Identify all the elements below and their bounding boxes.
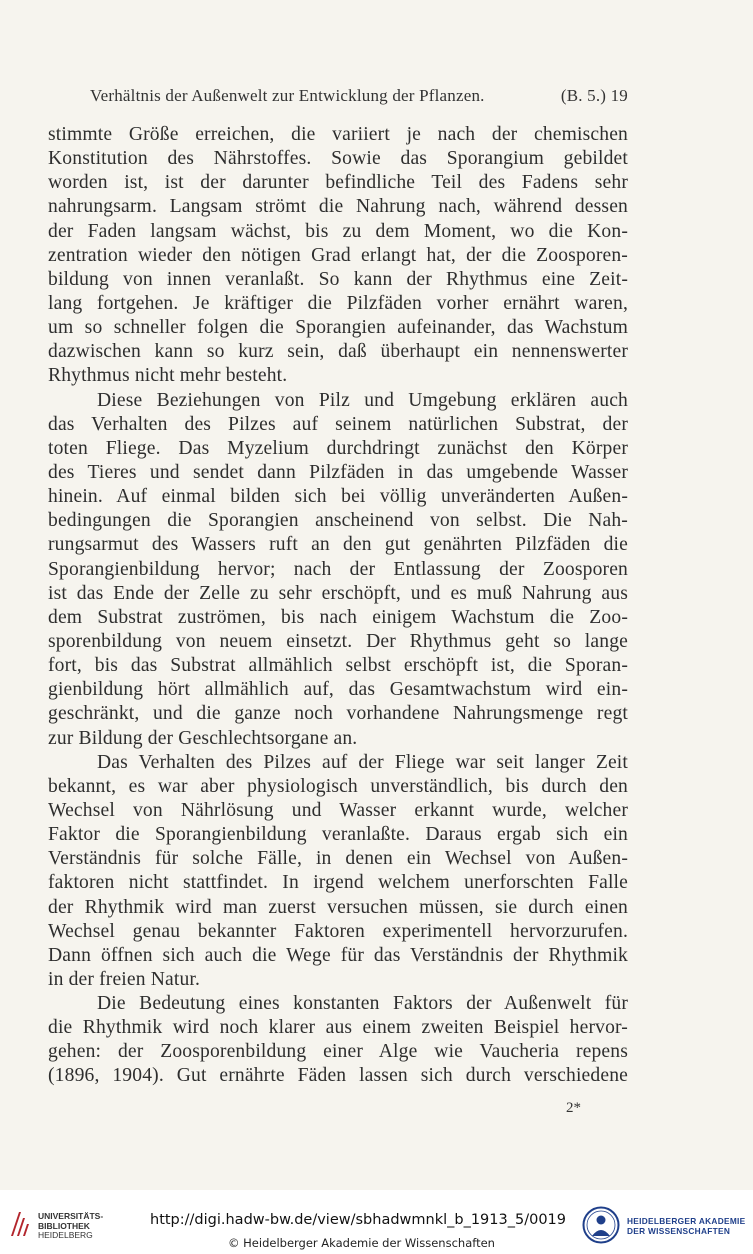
text-line: Dann öffnen sich auch die Wege für das Verständnis der Rhythmik [48, 944, 628, 966]
academy-seal-icon[interactable] [582, 1206, 620, 1244]
academy-line-2: DER WISSENSCHAFTEN [627, 1226, 731, 1236]
academy-name [627, 1216, 745, 1236]
text-line: nahrungsarm. Langsam strömt die Nahrung nach, während dessen [48, 196, 628, 218]
text-line: gehen: der Zoosporenbildung einer Alge wie Vaucheria repens [48, 1041, 628, 1063]
text-line: in der freien Natur. [48, 968, 201, 990]
text-line: stimmte Größe erreichen, die variiert je nach der chemischen [48, 124, 628, 145]
text-line: toten Fliege. Das Myzelium durchdringt zunächst den Körper [48, 437, 628, 459]
university-library-logo-icon[interactable] [8, 1208, 32, 1238]
text-line: gienbildung hört allmählich auf, das Gesamtwachstum wird ein- [48, 679, 628, 701]
signature-mark: 2* [566, 1100, 581, 1116]
university-library-name [38, 1212, 103, 1241]
text-line: bedingungen die Sporangien anscheinend von selbst. Die Nah- [48, 510, 628, 532]
text-line: der Rhythmik wird man zuerst versuchen müssen, sie durch einen [48, 896, 628, 918]
text-line: ist das Ende der Zelle zu sehr erschöpft, und es muß Nahrung aus [48, 582, 628, 604]
text-line: der Faden langsam wächst, bis zu dem Moment, wo die Kon- [48, 220, 628, 242]
header-title: Verhältnis der Außenwelt zur Entwicklung der Pflanzen. [90, 86, 485, 105]
text-line: worden ist, ist der darunter befindliche Teil des Fadens sehr [48, 172, 628, 194]
text-line: Das Verhalten des Pilzes auf der Fliege war seit langer Zeit [97, 751, 628, 773]
text-line: sporenbildung von neuem einsetzt. Der Rhythmus geht so lange [48, 630, 628, 652]
ub-line-2: BIBLIOTHEK [38, 1220, 90, 1231]
running-header [90, 86, 628, 106]
copyright-notice: © Heidelberger Akademie der Wissenschaften [228, 1236, 495, 1250]
ub-line-3: HEIDELBERG [38, 1230, 93, 1240]
text-line: lang fortgehen. Je kräftiger die Pilzfäden vorher ernährt waren, [48, 292, 628, 314]
text-line: dem Substrat zuströmen, bis nach einigem Wachstum die Zoo- [48, 606, 628, 628]
text-line: dazwischen kann so kurz sein, daß überhaupt ein nennenswerter [48, 341, 628, 363]
text-line: fort, bis das Substrat allmählich selbst erschöpft ist, die Sporan- [48, 655, 628, 677]
text-line: zur Bildung der Geschlechtsorgane an. [48, 727, 358, 749]
body-text [48, 123, 628, 1089]
text-line: geschränkt, und die ganze noch vorhandene Nahrungsmenge regt [48, 703, 628, 725]
text-line: Rhythmus nicht mehr besteht. [48, 365, 288, 387]
text-line: Die Bedeutung eines konstanten Faktors der Außenwelt für [97, 993, 628, 1015]
text-line: zentration wieder den nötigen Grad erlangt hat, der die Zoosporen- [48, 244, 628, 266]
academy-line-1: HEIDELBERGER AKADEMIE [627, 1216, 746, 1226]
text-line: Wechsel von Nährlösung und Wasser erkannt wurde, welcher [48, 799, 628, 821]
text-line: faktoren nicht stattfindet. In irgend welchem unerforschten Falle [48, 872, 628, 894]
text-line: Sporangienbildung hervor; nach der Entlassung der Zoosporen [48, 558, 628, 580]
text-line: rungsarmut des Wassers ruft an den gut genährten Pilzfäden die [48, 534, 628, 556]
text-line: das Verhalten des Pilzes auf seinem natürlichen Substrat, der [48, 413, 628, 435]
text-line: bekannt, es war aber physiologisch unverständlich, bis durch den [48, 775, 628, 797]
text-line: bildung von innen veranlaßt. So kann der Rhythmus eine Zeit- [48, 268, 628, 290]
ub-line-1: UNIVERSITÄTS- [38, 1211, 104, 1221]
text-line: hinein. Auf einmal bilden sich bei völlig unveränderten Außen- [48, 486, 628, 508]
header-page-ref: (B. 5.) 19 [560, 86, 628, 105]
text-line: um so schneller folgen die Sporangien aufeinander, das Wachstum [48, 317, 628, 339]
text-line: Verständnis für solche Fälle, in denen ein Wechsel von Außen- [48, 848, 628, 870]
text-line: die Rhythmik wird noch klarer aus einem zweiten Beispiel hervor- [48, 1017, 628, 1039]
text-line: Diese Beziehungen von Pilz und Umgebung erklären auch [97, 389, 628, 411]
text-line: des Tieres und sendet dann Pilzfäden in das umgebende Wasser [48, 461, 628, 483]
text-line: Konstitution des Nährstoffes. Sowie das Sporangium gebildet [48, 148, 628, 170]
text-line: (1896, 1904). Gut ernährte Fäden lassen sich durch verschiedene [48, 1065, 628, 1087]
text-line: Wechsel genau bekannter Faktoren experimentell hervorzurufen. [48, 920, 628, 942]
text-line: Faktor die Sporangienbildung veranlaßte. Daraus ergab sich ein [48, 824, 628, 846]
permalink-url[interactable]: http://digi.hadw-bw.de/view/sbhadwmnkl_b_1913_5/0019 [150, 1212, 566, 1228]
